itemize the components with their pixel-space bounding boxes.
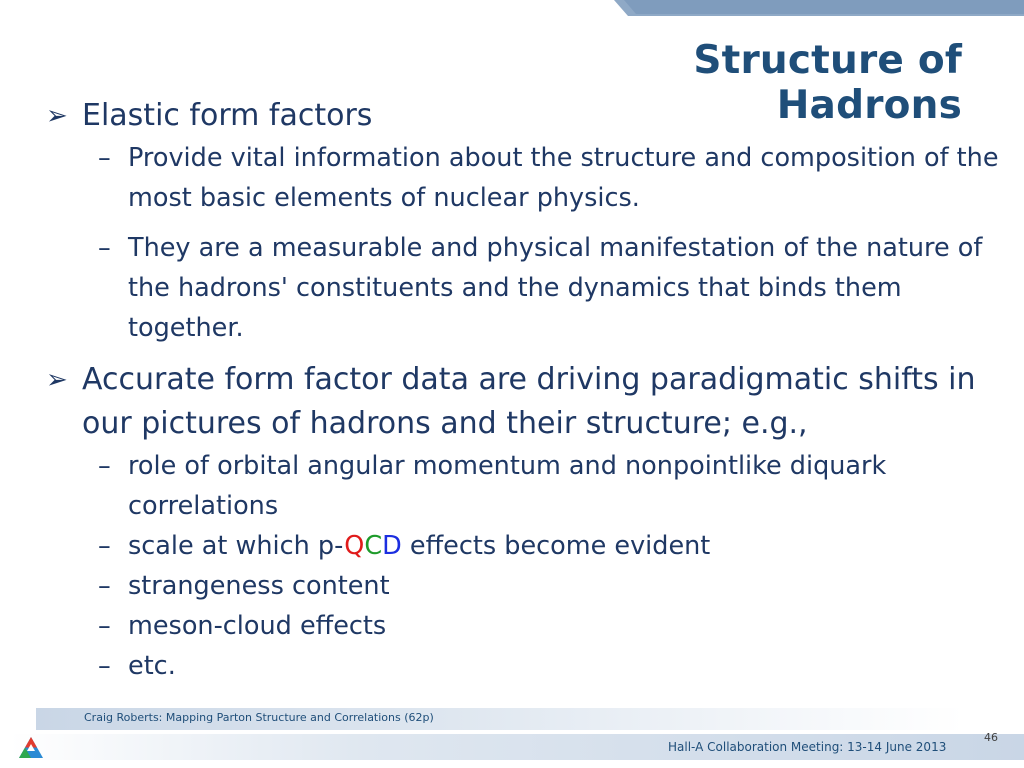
sub-bullet-suffix: effects become evident (401, 531, 711, 561)
dash-icon: – (98, 531, 111, 561)
qcd-c: C (364, 531, 383, 561)
footer-meeting: Hall-A Collaboration Meeting: 13-14 June 2013 (668, 740, 947, 754)
sub-bullet (46, 566, 1016, 606)
page-number: 46 (984, 731, 998, 744)
lab-logo-icon (18, 736, 44, 760)
bullet-elastic-form-factors (46, 94, 1016, 138)
dash-icon: – (98, 571, 111, 601)
sub-bullet (46, 138, 1016, 218)
footer-author: Craig Roberts: Mapping Parton Structure and Correlations (62p) (84, 711, 434, 724)
sub-bullet-text: They are a measurable and physical manifestation of the nature of the hadrons' constituents and the dynamics that binds them together. (128, 233, 983, 343)
sub-bullet (46, 228, 1016, 348)
arrow-bullet-icon: ➢ (46, 101, 68, 131)
qcd-q: Q (344, 531, 365, 561)
qcd-d: D (382, 531, 402, 561)
slide-body (46, 94, 1016, 686)
slide-title: Structure of Hadrons (693, 38, 962, 128)
dash-icon: – (98, 611, 111, 641)
sub-bullet-prefix: scale at which p- (128, 531, 345, 561)
dash-icon: – (98, 651, 111, 681)
bullet-text: Accurate form factor data are driving paradigmatic shifts in our pictures of hadrons and their structure; e.g., (82, 362, 976, 441)
bullet-text: Elastic form factors (82, 98, 373, 133)
bullet-accurate-form-factor-data (46, 358, 1016, 446)
sub-bullet-qcd (46, 526, 1016, 566)
dash-icon: – (98, 451, 111, 481)
arrow-bullet-icon: ➢ (46, 365, 68, 395)
sub-bullet-text: Provide vital information about the structure and composition of the most basic elements of nuclear physics. (128, 143, 999, 213)
sub-bullet-text: role of orbital angular momentum and nonpointlike diquark correlations (128, 451, 887, 521)
sub-bullet (46, 646, 1016, 686)
sub-bullet-text: strangeness content (128, 571, 390, 601)
dash-icon: – (98, 143, 111, 173)
sub-bullet (46, 446, 1016, 526)
header-band-inner (624, 0, 1024, 14)
sub-bullet-text: meson-cloud effects (128, 611, 387, 641)
dash-icon: – (98, 233, 111, 263)
sub-bullet (46, 606, 1016, 646)
sub-bullet-text: etc. (128, 651, 176, 681)
